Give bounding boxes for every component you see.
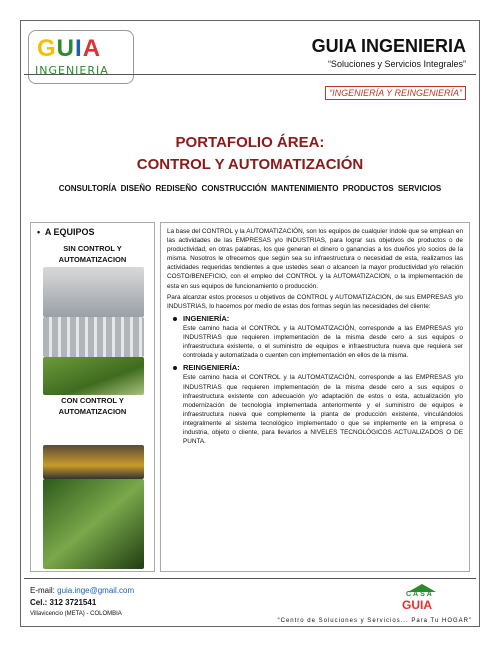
automated-harvest-photo — [43, 479, 144, 569]
racks-photo — [43, 317, 144, 357]
description-column — [160, 222, 470, 572]
footer-divider — [24, 578, 476, 579]
footer-tagline: “Centro de Soluciones y Servicios... Para Tu HOGAR” — [277, 618, 472, 624]
footer-email: E-mail: guia.inge@gmail.com — [30, 586, 135, 595]
ingenieria-heading: INGENIERÍA: — [173, 314, 463, 323]
footer-city: Villavicencio (META) - COLOMBIA — [30, 611, 122, 617]
reingenieria-heading: REINGENIERÍA: — [173, 363, 463, 372]
email-link[interactable]: guia.inge@gmail.com — [57, 586, 135, 595]
area-title: CONTROL Y AUTOMATIZACIÓN — [136, 156, 364, 173]
services-line: CONSULTORÍA DISEÑO REDISEÑO CONSTRUCCIÓN MANTENIMIENTO PRODUCTOS SERVICIOS — [58, 184, 442, 193]
casa-word: CASA — [406, 591, 434, 598]
header-divider — [24, 74, 476, 75]
casa-guia-logo — [388, 584, 466, 614]
equipment-heading: • A EQUIPOS — [37, 227, 95, 237]
con-control-label: CON CONTROL Y AUTOMATIZACION — [58, 396, 127, 416]
company-logo — [28, 30, 134, 84]
company-name: GUIA INGENIERIA — [311, 36, 466, 56]
guia-word: GUIA — [402, 598, 432, 612]
field-workers-photo — [43, 357, 144, 395]
footer-phone: Cel.: 312 3721541 — [30, 598, 97, 607]
ingenieria-text: Este camino hacia el CONTROL y la AUTOMATIZACIÓN, corresponde a las EMPRESAS y/o INDUSTRIAS que requieren implementación de la misma desde cero a sus equipos o infraestructura existente, o el suministro de equipos e infraestructura nueva que requiera ser controlada y automatizada o cuenten con implementación en ellos de la misma. — [183, 324, 463, 360]
manual-equipment-photo — [43, 267, 144, 317]
logo-wordmark: GUIA — [37, 35, 102, 62]
sin-control-label: SIN CONTROL Y AUTOMATIZACION — [58, 244, 127, 264]
company-tagline: “Soluciones y Servicios Integrales” — [327, 59, 466, 69]
automated-machine-photo — [43, 445, 144, 479]
equipment-column — [30, 222, 155, 572]
reingenieria-text: Este camino hacia el CONTROL y la AUTOMATIZACIÓN, corresponde a las EMPRESAS y/o INDUSTRIAS que requieren implementación de la misma desde cero a sus equipos o infraestructura existente con adecuación y/o adaptación de estos o esta, actualización y/o modernización de tecnología implementada anteriormente y el suministro de equipos e infraestructura nueva que complemente la planta de producción existente, vinculándolos integralmente al sistema tecnológico implementado o que se implemente en la empresa o industria, objeto o cliente, para llevarlos a NIVELES TECNOLÓGICOS ACTUALIZADOS O DE PUNTA. — [183, 374, 463, 446]
portfolio-title: PORTAFOLIO ÁREA: — [175, 134, 325, 151]
logo-subtext: INGENIERIA — [35, 64, 109, 77]
slogan-stamp: “INGENIERÍA Y REINGENIERÍA” — [325, 86, 466, 100]
intro-paragraph: La base del CONTROL y la AUTOMATIZACIÓN, son los equipos de cualquier índole que se emplean en las actividades de las EMPRESAS y/o INDUSTRIAS, para lograr sus objetivos de productos o de productividad, en otras palabras, los que generan el dinero o ganancias a los dueños y/o socios de la misma. Nosotros le ofrecemos que según sea su infraestructura o necesidad de esta, realizamos las actividades requeridas tendientes a que ustedes sean o alcancen la mayor productividad y/o relación COSTO/BENEFICIO, con el empleo del CONTROL y la AUTOMATIZACION, o la implementación de esta en sus equipos de funcionamiento o producción. — [167, 228, 463, 290]
methods-paragraph: Para alcanzar estos procesos u objetivos de CONTROL y AUTOMATIZACION, de sus EMPRESAS y/o INDUSTRIAS, lo hacemos por medio de estas dos formas según las necesidades del cliente: — [167, 293, 463, 310]
